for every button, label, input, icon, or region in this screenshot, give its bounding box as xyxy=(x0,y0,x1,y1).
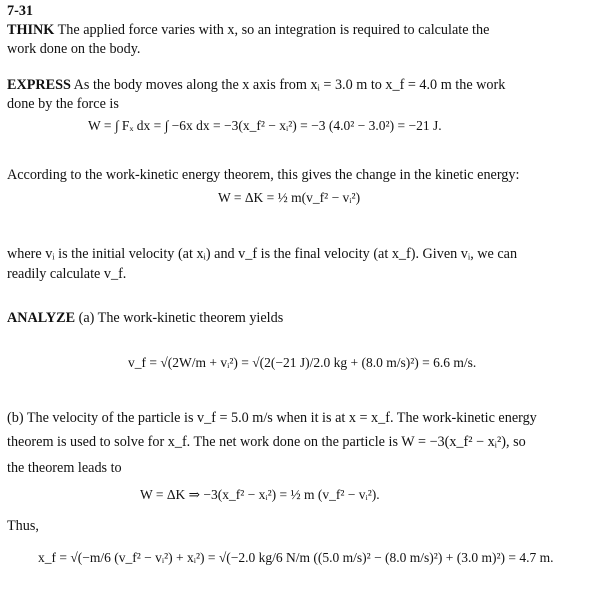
think-text: The applied force varies with x, so an integration is required to calculate the xyxy=(57,22,490,38)
think-label: THINK xyxy=(7,22,55,38)
analyze-paragraph xyxy=(7,309,283,328)
express-text: As the body moves along the x axis from xᵢ = 3.0 m to x_f = 4.0 m the work xyxy=(73,77,506,93)
theorem-paragraph-line2: where vᵢ is the initial velocity (at xᵢ) and v_f is the final velocity (at x_f). Given vᵢ, we can xyxy=(7,246,518,262)
theorem-paragraph-line1: According to the work-kinetic energy theorem, this gives the change in the kinetic energy: xyxy=(7,167,520,183)
final-position-equation: x_f = √(−m/6 (v_f² − vᵢ²) + xᵢ²) = √(−2.0 kg/6 N/m ((5.0 m/s)² − (8.0 m/s)²) + (3.0 m)²) = 4.7 m. xyxy=(38,550,554,565)
work-kinetic-equation: W = ΔK = ½ m(v_f² − vᵢ²) xyxy=(218,190,361,205)
problem-number: 7-31 xyxy=(7,3,34,19)
think-paragraph-line2: work done on the body. xyxy=(7,41,141,57)
work-integral-equation: W = ∫ Fₓ dx = ∫ −6x dx = −3(x_f² − xᵢ²) = −3 (4.0² − 3.0²) = −21 J. xyxy=(88,118,442,133)
part-b-line3: the theorem leads to xyxy=(7,460,122,476)
final-velocity-equation: v_f = √(2W/m + vᵢ²) = √(2(−21 J)/2.0 kg + (8.0 m/s)²) = 6.6 m/s. xyxy=(128,355,477,370)
part-b-line1: (b) The velocity of the particle is v_f = 5.0 m/s when it is at x = x_f. The work-kinetic energy xyxy=(7,410,537,426)
thus-text: Thus, xyxy=(7,518,39,534)
think-paragraph-line1 xyxy=(7,21,489,40)
part-b-line2: theorem is used to solve for x_f. The net work done on the particle is W = −3(x_f² − xᵢ²), so xyxy=(7,434,526,450)
analyze-label: ANALYZE xyxy=(7,310,76,326)
analyze-part-a-text: (a) The work-kinetic theorem yields xyxy=(78,310,284,326)
express-paragraph-line1 xyxy=(7,76,505,95)
express-paragraph-line2: done by the force is xyxy=(7,96,119,112)
theorem-paragraph-line3: readily calculate v_f. xyxy=(7,266,127,282)
express-label: EXPRESS xyxy=(7,77,71,93)
delta-k-equation: W = ΔK ⇒ −3(x_f² − xᵢ²) = ½ m (v_f² − vᵢ²). xyxy=(140,487,380,502)
